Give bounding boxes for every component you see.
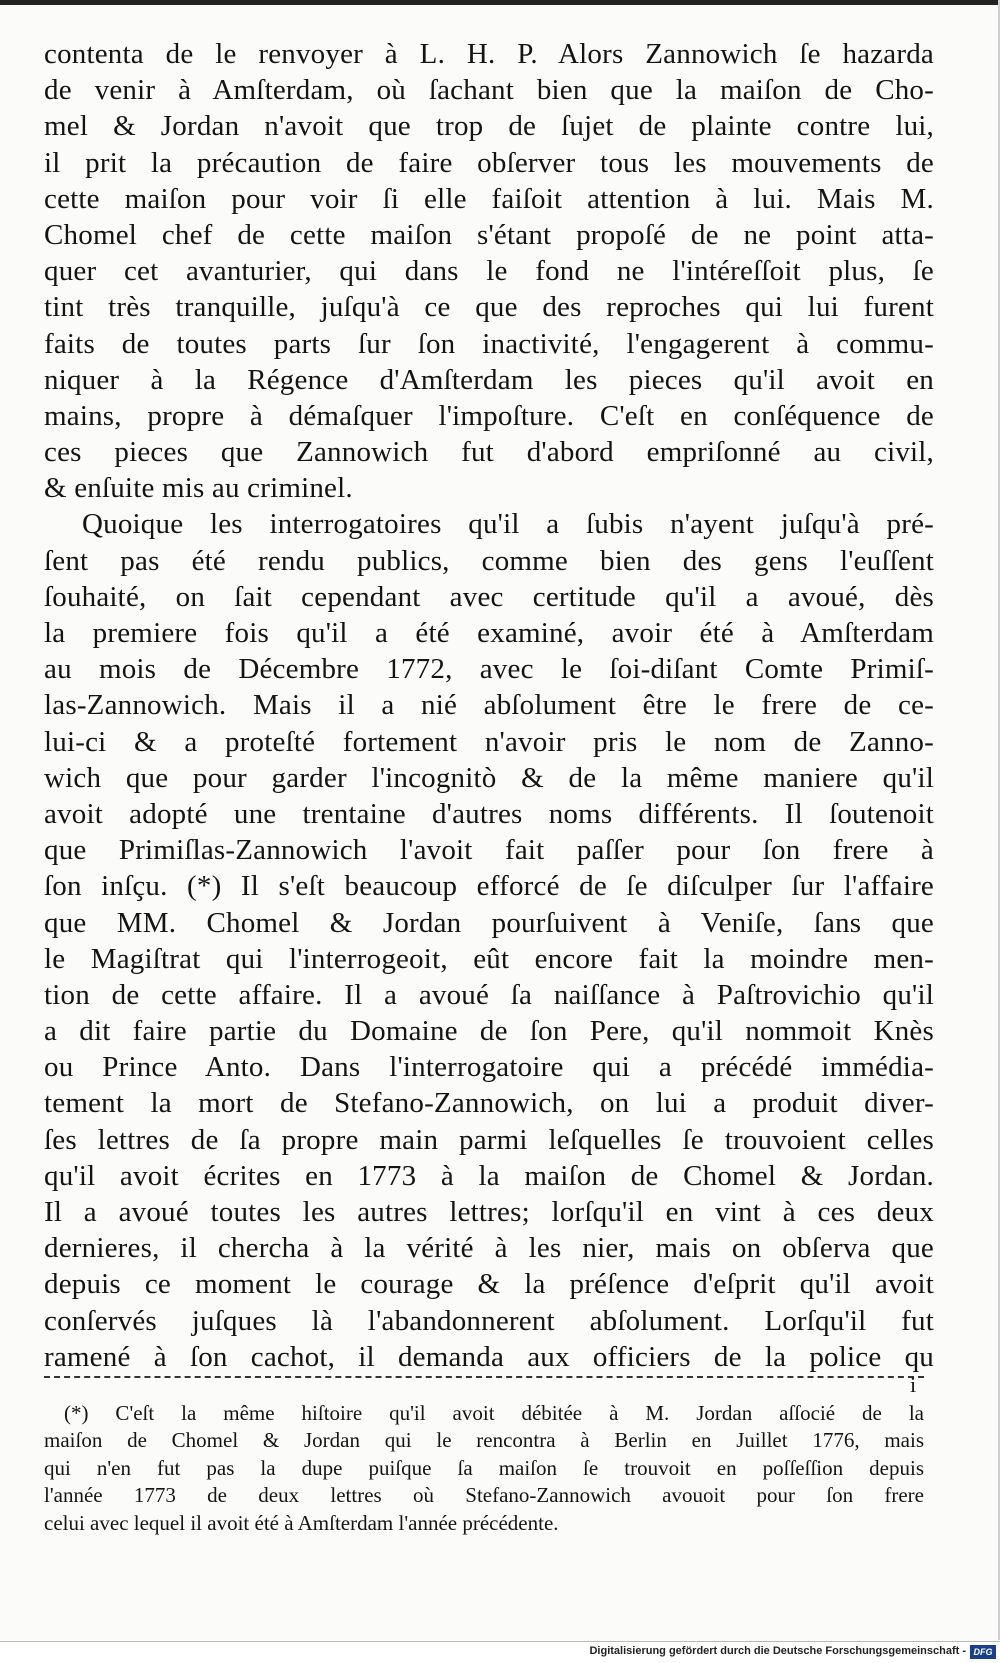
text-line: las-Zannowich. Mais il a nié abſolument être le frere de ce- bbox=[44, 689, 934, 722]
digitization-footer bbox=[0, 1641, 1000, 1663]
funding-credit: Digitalisierung gefördert durch die Deutsche Forschungsgemeinschaft - bbox=[589, 1645, 966, 1657]
text-line: tion de cette affaire. Il a avoué ſa naiſſance à Paſtrovichio qu'il bbox=[44, 978, 934, 1011]
text-line: lui-ci & a proteſté fortement n'avoir pris le nom de Zanno- bbox=[44, 725, 934, 758]
text-line: la premiere fois qu'il a été examiné, avoir été à Amſterdam bbox=[44, 617, 934, 649]
text-line: ramené à ſon cachot, il demanda aux officiers de la police qu bbox=[44, 1340, 934, 1373]
top-border bbox=[0, 0, 1000, 5]
text-line: ces pieces que Zannowich fut d'abord empriſonné au civil, bbox=[44, 436, 934, 469]
footnote-line: (*) C'eſt la même hiſtoire qu'il avoit débitée à M. Jordan aſſocié de la bbox=[64, 1401, 924, 1425]
text-line: mains, propre à démaſquer l'impoſture. C'eſt en conſéquence de bbox=[44, 399, 934, 432]
text-line: depuis ce moment le courage & la préſence d'eſprit qu'il avoit bbox=[44, 1268, 934, 1301]
text-line: conſervés juſques là l'abandonnerent abſolument. Lorſqu'il fut bbox=[44, 1304, 934, 1337]
footnote-line: maiſon de Chomel & Jordan qui le rencontra à Berlin en Juillet 1776, mais bbox=[44, 1428, 924, 1453]
text-line: cette maiſon pour voir ſi elle faiſoit attention à lui. Mais M. bbox=[44, 182, 934, 215]
text-line: dernieres, il chercha à la vérité à les nier, mais on obſerva que bbox=[44, 1232, 934, 1265]
text-line: niquer à la Régence d'Amſterdam les pieces qu'il avoit en bbox=[44, 363, 934, 396]
dfg-logo-icon: DFG bbox=[970, 1645, 996, 1659]
text-line: Chomel chef de cette maiſon s'étant propoſé de ne point atta- bbox=[44, 218, 934, 251]
text-line: Quoique les interrogatoires qu'il a ſubis n'ayent juſqu'à pré- bbox=[82, 508, 934, 541]
text-line: mel & Jordan n'avoit que trop de ſujet de plainte contre lui, bbox=[44, 110, 934, 143]
text-line: que Primiſlas-Zannowich l'avoit fait paſſer pour ſon frere à bbox=[44, 834, 934, 867]
text-line: & enſuite mis au criminel. bbox=[44, 472, 353, 505]
text-line: quer cet avanturier, qui dans le fond ne l'intéreſſoit plus, ſe bbox=[44, 255, 934, 288]
text-line: ſes lettres de ſa propre main parmi leſquelles ſe trouvoient celles bbox=[44, 1123, 934, 1156]
text-line: qu'il avoit écrites en 1773 à la maiſon de Chomel & Jordan. bbox=[44, 1159, 934, 1192]
text-line: tint très tranquille, juſqu'à ce que des reproches qui lui furent bbox=[44, 291, 934, 324]
text-line: wich que pour garder l'incognitò & de la même maniere qu'il bbox=[44, 761, 934, 794]
catchword: i bbox=[910, 1372, 917, 1397]
text-line: avoit adopté une trentaine d'autres noms différents. Il ſoutenoit bbox=[44, 797, 934, 830]
text-line: ſent pas été rendu publics, comme bien des gens l'euſſent bbox=[44, 544, 934, 577]
text-line: contenta de le renvoyer à L. H. P. Alors Zannowich ſe hazarda bbox=[44, 38, 934, 70]
text-line: ſouhaité, on ſait cependant avec certitude qu'il a avoué, dès bbox=[44, 580, 934, 613]
text-line: le Magiſtrat qui l'interrogeoit, eût encore fait la moindre men- bbox=[44, 942, 934, 975]
text-line: tement la mort de Stefano-Zannowich, on lui a produit diver- bbox=[44, 1087, 934, 1120]
text-line: a dit faire partie du Domaine de ſon Pere, qu'il nommoit Knès bbox=[44, 1015, 934, 1048]
footnote-divider bbox=[44, 1376, 924, 1378]
footnote-line: qui n'en fut pas la dupe puiſque ſa maiſon ſe trouvoit en poſſeſſion depuis bbox=[44, 1455, 924, 1480]
footnote-line: celui avec lequel il avoit été à Amſterdam l'année précédente. bbox=[44, 1510, 559, 1535]
text-line: au mois de Décembre 1772, avec le ſoi-diſant Comte Primiſ- bbox=[44, 653, 934, 686]
main-text bbox=[44, 36, 934, 1375]
text-line: ſon inſçu. (*) Il s'eſt beaucoup efforcé de ſe diſculper ſur l'affaire bbox=[44, 870, 934, 903]
text-line: il prit la précaution de faire obſerver tous les mouvements de bbox=[44, 146, 934, 179]
text-line: ou Prince Anto. Dans l'interrogatoire qui a précédé immédia- bbox=[44, 1051, 934, 1084]
footnote-line: l'année 1773 de deux lettres où Stefano-Zannowich avouoit pour ſon frere bbox=[44, 1483, 924, 1508]
text-line: Il a avoué toutes les autres lettres; lorſqu'il en vint à ces deux bbox=[44, 1196, 934, 1228]
text-line: de venir à Amſterdam, où ſachant bien que la maiſon de Cho- bbox=[44, 74, 934, 107]
text-line: faits de toutes parts ſur ſon inactivité, l'engagerent à commu- bbox=[44, 327, 934, 360]
text-line: que MM. Chomel & Jordan pourſuivent à Veniſe, ſans que bbox=[44, 906, 934, 939]
footnote bbox=[44, 1400, 924, 1537]
